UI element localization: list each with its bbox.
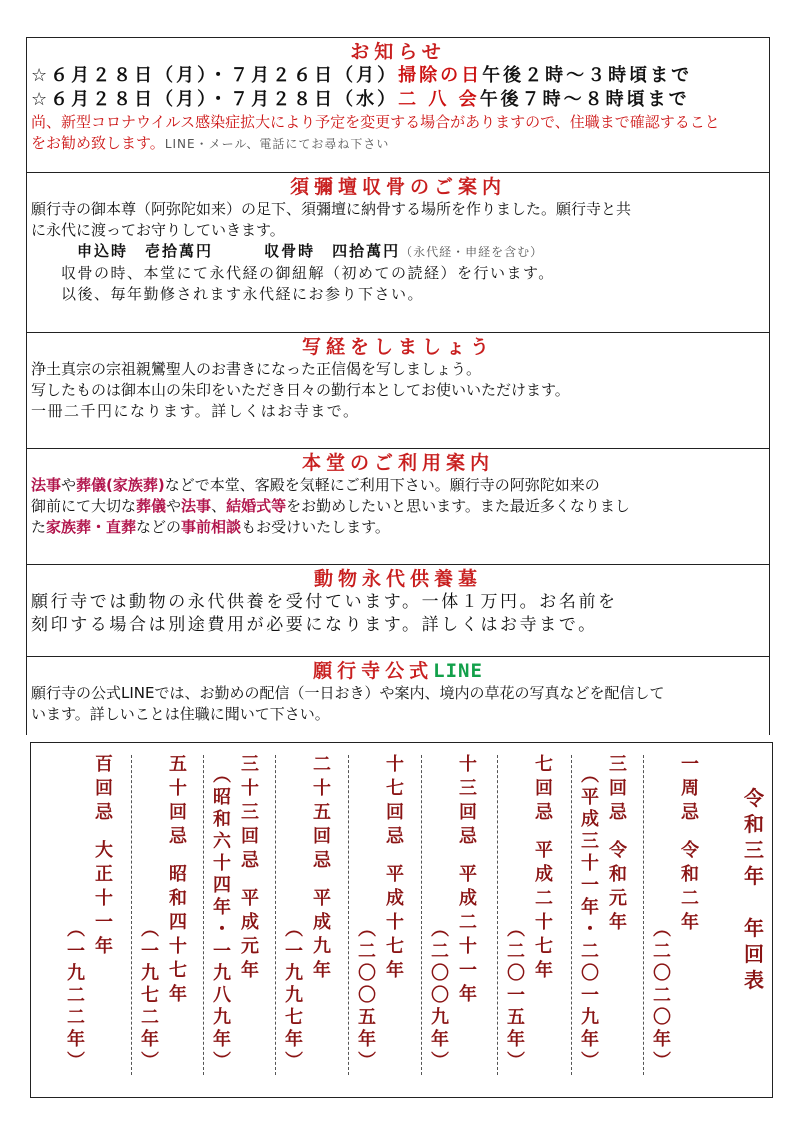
notice-line-cleaning: ☆６月２８日（月）・７月２６日（月）掃除の日午後２時～３時頃まで [31,65,693,86]
animal-section [26,565,770,657]
hondo-title: 本堂のご利用案内 [301,452,494,474]
notice-warning-1: 尚、新型コロナウイルス感染症拡大により予定を変更する場合がありますので、住職まで確認すること [31,113,720,131]
shumidan-prices: 申込時 壱拾萬円 収骨時 四拾萬円（永代経・申経を含む） [77,242,544,260]
shumidan-section [26,173,770,333]
shakyo-p1: 浄土真宗の宗祖親鸞聖人のお書きになった正信偈を写しましょう。 [31,360,482,378]
line-title: 願行寺公式LINE [313,660,483,682]
shumidan-title: 須彌壇収骨のご案内 [289,176,506,198]
notice-line-nihachi: ☆６月２８日（月）・７月２８日（水）二 八 会午後７時～８時頃まで [31,89,690,110]
memorial-name: 一 周 忌 [681,754,699,823]
shakyo-title: 写経をしましょう [301,336,494,358]
memorial-era: 平 成 九 年 [313,888,331,981]
memorial-column [89,753,119,959]
memorial-era: 令 和 二 年 [681,840,699,933]
line-logo-text: LINE [433,660,483,682]
memorial-name: 百 回 忌 [95,754,113,823]
memorial-divider [203,755,204,1075]
memorial-era: 大 正 十 一 年 [95,840,113,957]
memorial-year: ︵ 二 〇 〇 五 年 ︶ [358,919,376,1072]
memorial-era: 平 成 十 七 年 [386,864,404,981]
memorial-year: ︵ 二 〇 〇 九 年 ︶ [431,919,449,1072]
memorial-year: ︵ 二 〇 一 五 年 ︶ [507,919,525,1072]
memorial-era: 令 和 元 年 [609,840,627,933]
memorial-column [307,753,337,983]
memorial-divider [497,755,498,1075]
memorial-column [603,753,633,935]
memorial-table [30,742,773,1098]
memorial-header: 令 和 三 年 年 回 表 [744,786,764,992]
memorial-name: 七 回 忌 [535,754,553,823]
memorial-name: 五 十 回 忌 [169,754,187,847]
memorial-column [163,753,193,1007]
notice-contact: LINE・メール、電話にてお尋ね下さい [164,137,390,151]
memorial-column [529,753,559,983]
memorial-year: ︵ 二 〇 二 〇 年 ︶ [653,919,671,1072]
hondo-line-1: 法事や葬儀(家族葬)などで本堂、客殿を気軽にご利用下さい。願行寺の阿弥陀如来の [31,476,600,494]
shumidan-p4: 以後、毎年勤修されます永代経にお参り下さい。 [61,285,425,303]
hondo-line-3: た家族葬・直葬などの事前相談もお受けいたします。 [31,518,390,536]
memorial-divider [421,755,422,1075]
animal-p1: 願行寺では動物の永代供養を受付ています。一体１万円。お名前を [31,592,618,612]
memorial-year: ︵ 一 九 七 二 年 ︶ [141,919,159,1072]
memorial-column [453,753,483,1007]
notice-warning-2: をお勧め致します。LINE・メール、電話にてお尋ね下さい [31,134,390,152]
memorial-divider [131,755,132,1075]
shakyo-section [26,333,770,449]
memorial-divider [643,755,644,1075]
animal-p2: 刻印する場合は別途費用が必要になります。詳しくはお寺まで。 [31,615,598,635]
shakyo-p3: 一冊二千円になります。詳しくはお寺まで。 [31,402,360,420]
memorial-name: 三 十 三 回 忌 [241,754,259,871]
memorial-divider [571,755,572,1075]
memorial-divider [275,755,276,1075]
animal-title: 動物永代供養墓 [313,568,482,590]
notice-title: お知らせ [350,41,446,63]
line-p1: 願行寺の公式LINEでは、お勤めの配信（一日おき）や案内、境内の草花の写真などを配信して [31,684,665,702]
shumidan-p3: 収骨の時、本堂にて永代経の御紐解（初めての読経）を行います。 [61,264,555,282]
memorial-era: 平 成 元 年 [241,888,259,981]
memorial-era: 平 成 二 十 七 年 [535,840,553,981]
memorial-era: 平 成 二 十 一 年 [459,864,477,1005]
memorial-year: ︵ 昭 和 六 十 四 年 ・ 一 九 八 九 年 ︶ [213,765,231,1072]
memorial-year: ︵ 一 九 二 二 年 ︶ [67,919,85,1072]
memorial-name: 十 七 回 忌 [386,754,404,847]
notice-section [26,37,770,173]
memorial-year: ︵ 平 成 三 十 一 年 ・ 二 〇 一 九 年 ︶ [581,765,599,1072]
memorial-divider [348,755,349,1075]
memorial-name: 三 回 忌 [609,754,627,823]
hondo-section [26,449,770,565]
memorial-column [675,753,705,935]
shumidan-p2: に永代に渡ってお守りしていきます。 [31,221,285,239]
memorial-column [235,753,265,983]
line-section [26,657,770,735]
memorial-era: 昭 和 四 十 七 年 [169,864,187,1005]
shumidan-p1: 願行寺の御本尊（阿弥陀如来）の足下、須彌壇に納骨する場所を作りました。願行寺と共 [31,200,632,218]
hondo-line-2: 御前にて大切な葬儀や法事、結婚式等をお勤めしたいと思います。また最近多くなりまし [31,497,630,515]
memorial-column [380,753,410,983]
memorial-year: ︵ 一 九 九 七 年 ︶ [285,919,303,1072]
shakyo-p2: 写したものは御本山の朱印をいただき日々の勤行本としてお使いいただけます。 [31,381,570,399]
line-p2: います。詳しいことは住職に聞いて下さい。 [31,705,330,723]
memorial-name: 二 十 五 回 忌 [313,754,331,871]
memorial-name: 十 三 回 忌 [459,754,477,847]
